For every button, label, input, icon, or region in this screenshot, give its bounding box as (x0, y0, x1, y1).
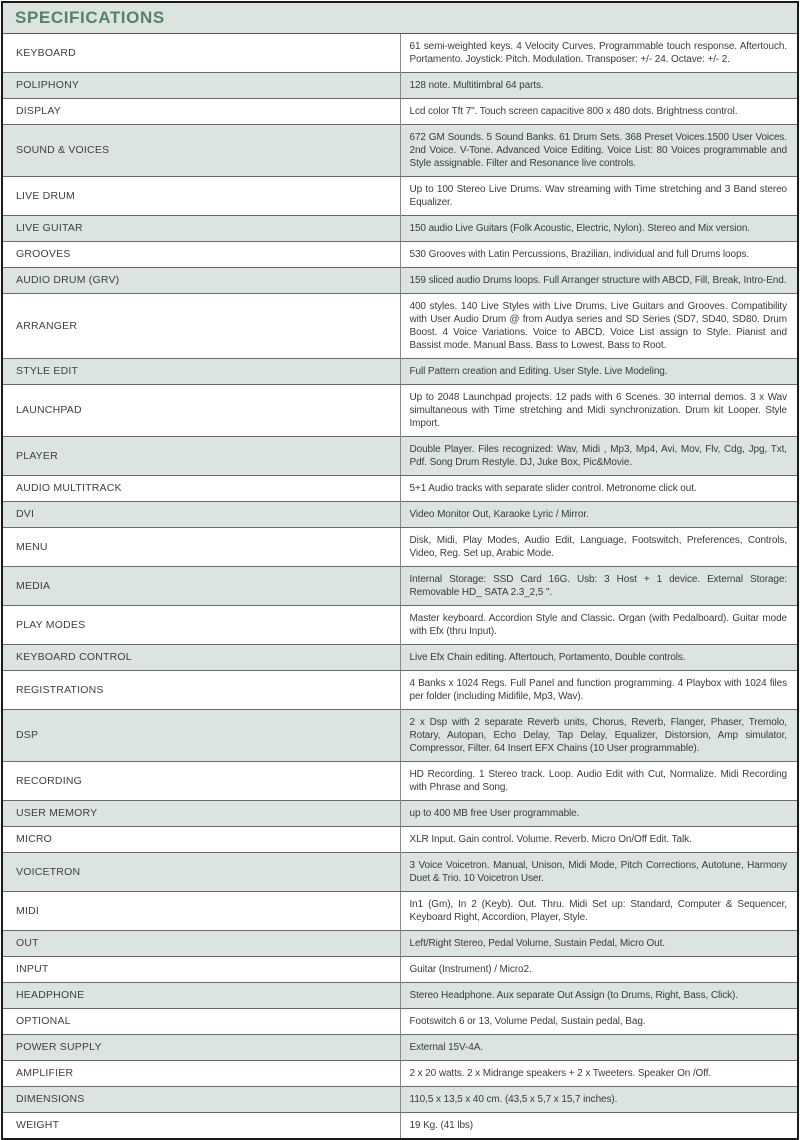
table-row (2, 268, 798, 294)
spec-label: LAUNCHPAD (2, 385, 400, 437)
table-row (2, 567, 798, 606)
table-row (2, 34, 798, 73)
spec-value: 5+1 Audio tracks with separate slider control. Metronome click out. (400, 476, 798, 502)
table-row (2, 502, 798, 528)
spec-label: INPUT (2, 957, 400, 983)
spec-label: AUDIO MULTITRACK (2, 476, 400, 502)
spec-label: DIMENSIONS (2, 1087, 400, 1113)
table-row (2, 762, 798, 801)
table-row (2, 801, 798, 827)
spec-value: Full Pattern creation and Editing. User Style. Live Modeling. (400, 359, 798, 385)
table-row (2, 983, 798, 1009)
spec-label: KEYBOARD CONTROL (2, 645, 400, 671)
table-row (2, 294, 798, 359)
spec-label: MICRO (2, 827, 400, 853)
spec-value: Live Efx Chain editing. Aftertouch, Portamento, Double controls. (400, 645, 798, 671)
table-row (2, 73, 798, 99)
spec-value: Internal Storage: SSD Card 16G. Usb: 3 Host + 1 device. External Storage: Removable HD_ SATA 2.3_2,5 ". (400, 567, 798, 606)
spec-label: PLAYER (2, 437, 400, 476)
table-row (2, 671, 798, 710)
spec-label: USER MEMORY (2, 801, 400, 827)
table-row (2, 359, 798, 385)
spec-value: Guitar (Instrument) / Micro2. (400, 957, 798, 983)
spec-label: LIVE GUITAR (2, 216, 400, 242)
table-row (2, 1009, 798, 1035)
spec-label: ARRANGER (2, 294, 400, 359)
spec-label: DVI (2, 502, 400, 528)
table-row (2, 853, 798, 892)
spec-label: LIVE DRUM (2, 177, 400, 216)
spec-label: KEYBOARD (2, 34, 400, 73)
spec-value: 19 Kg. (41 lbs) (400, 1113, 798, 1140)
spec-value: 4 Banks x 1024 Regs. Full Panel and function programming. 4 Playbox with 1024 files per folder (including Midifile, Mp3, Wav). (400, 671, 798, 710)
spec-label: HEADPHONE (2, 983, 400, 1009)
page-title: SPECIFICATIONS (2, 2, 798, 34)
spec-label: GROOVES (2, 242, 400, 268)
spec-value: 3 Voice Voicetron. Manual, Unison, Midi Mode, Pitch Corrections, Autotune, Harmony Duet & Trio. 10 Voicetron User. (400, 853, 798, 892)
spec-value: HD Recording. 1 Stereo track. Loop. Audio Edit with Cut, Normalize. Midi Recording with Phrase and Song. (400, 762, 798, 801)
spec-value: 2 x 20 watts. 2 x Midrange speakers + 2 x Tweeters. Speaker On /Off. (400, 1061, 798, 1087)
spec-label: MENU (2, 528, 400, 567)
table-row (2, 957, 798, 983)
table-row (2, 437, 798, 476)
table-row (2, 476, 798, 502)
spec-value: 150 audio Live Guitars (Folk Acoustic, Electric, Nylon). Stereo and Mix version. (400, 216, 798, 242)
spec-label: POWER SUPPLY (2, 1035, 400, 1061)
table-row (2, 99, 798, 125)
spec-label: RECORDING (2, 762, 400, 801)
table-row (2, 827, 798, 853)
table-row (2, 931, 798, 957)
spec-label: WEIGHT (2, 1113, 400, 1140)
table-row (2, 216, 798, 242)
spec-value: Lcd color Tft 7". Touch screen capacitive 800 x 480 dots. Brightness control. (400, 99, 798, 125)
spec-value: 159 sliced audio Drums loops. Full Arranger structure with ABCD, Fill, Break, Intro-End. (400, 268, 798, 294)
table-header (2, 2, 798, 34)
spec-label: AUDIO DRUM (GRV) (2, 268, 400, 294)
spec-label: VOICETRON (2, 853, 400, 892)
spec-value: Double Player. Files recognized: Wav, Midi , Mp3, Mp4, Avi, Mov, Flv, Cdg, Jpg, Txt, Pdf. Song Drum Restyle. DJ, Juke Box, Pic&Movie. (400, 437, 798, 476)
spec-label: REGISTRATIONS (2, 671, 400, 710)
spec-value: Footswitch 6 or 13, Volume Pedal, Sustain pedal, Bag. (400, 1009, 798, 1035)
table-row (2, 710, 798, 762)
spec-label: MEDIA (2, 567, 400, 606)
spec-value: XLR Input. Gain control. Volume. Reverb. Micro On/Off Edit. Talk. (400, 827, 798, 853)
spec-value: Disk, Midi, Play Modes, Audio Edit, Language, Footswitch, Preferences, Controls, Video, Reg. Set up, Arabic Mode. (400, 528, 798, 567)
table-row (2, 125, 798, 177)
spec-label: OUT (2, 931, 400, 957)
table-row (2, 177, 798, 216)
table-row (2, 385, 798, 437)
spec-label: POLIPHONY (2, 73, 400, 99)
table-row (2, 1087, 798, 1113)
table-row (2, 1035, 798, 1061)
spec-value: 61 semi-weighted keys. 4 Velocity Curves. Programmable touch response. Aftertouch. Portamento. Joystick: Pitch. Modulation. Transposer: +/- 24. Octave: +/- 2. (400, 34, 798, 73)
spec-label: DISPLAY (2, 99, 400, 125)
spec-label: STYLE EDIT (2, 359, 400, 385)
spec-value: Up to 100 Stereo Live Drums. Wav streaming with Time stretching and 3 Band stereo Equalizer. (400, 177, 798, 216)
spec-value: In1 (Gm), In 2 (Keyb). Out. Thru. Midi Set up: Standard, Computer & Sequencer, Keyboard Right, Accordion, Player, Style. (400, 892, 798, 931)
spec-value: Video Monitor Out, Karaoke Lyric / Mirror. (400, 502, 798, 528)
spec-label: AMPLIFIER (2, 1061, 400, 1087)
spec-value: 400 styles. 140 Live Styles with Live Drums, Live Guitars and Grooves. Compatibility with User Audio Drum @ from Audya series and SD Series (SD7, SD40, SD80. Drum Boost. 4 Voice Variations. Voice to ABCD. Voice List assign to Style. Pianist and Bassist mode. Manual Bass. Bass to Lowest. Bass to Root. (400, 294, 798, 359)
spec-value: 128 note. Multitimbral 64 parts. (400, 73, 798, 99)
table-row (2, 892, 798, 931)
spec-value: 2 x Dsp with 2 separate Reverb units, Chorus, Reverb, Flanger, Phaser, Tremolo, Rotary, Autopan, Echo Delay, Tap Delay, Equalizer, Distorsion, Amp simulator, Compressor, Filter. 64 Insert EFX Chains (10 User programmable). (400, 710, 798, 762)
table-row (2, 645, 798, 671)
table-row (2, 606, 798, 645)
table-row (2, 242, 798, 268)
table-row (2, 528, 798, 567)
spec-value: External 15V-4A. (400, 1035, 798, 1061)
spec-label: DSP (2, 710, 400, 762)
table-body (2, 34, 798, 1140)
spec-value: Left/Right Stereo, Pedal Volume, Sustain Pedal, Micro Out. (400, 931, 798, 957)
spec-label: SOUND & VOICES (2, 125, 400, 177)
spec-value: 530 Grooves with Latin Percussions, Brazilian, individual and full Drums loops. (400, 242, 798, 268)
spec-value: Stereo Headphone. Aux separate Out Assign (to Drums, Right, Bass, Click). (400, 983, 798, 1009)
spec-value: up to 400 MB free User programmable. (400, 801, 798, 827)
specifications-table (1, 1, 799, 1140)
table-row (2, 1061, 798, 1087)
table-row (2, 1113, 798, 1140)
spec-label: PLAY MODES (2, 606, 400, 645)
spec-label: MIDI (2, 892, 400, 931)
spec-value: Up to 2048 Launchpad projects. 12 pads with 6 Scenes. 30 internal demos. 3 x Wav simultaneous with Time stretching and Midi synchronization. Drum kit Looper. Style Import. (400, 385, 798, 437)
spec-value: Master keyboard. Accordion Style and Classic. Organ (with Pedalboard). Guitar mode with Efx (thru Input). (400, 606, 798, 645)
spec-value: 110,5 x 13,5 x 40 cm. (43,5 x 5,7 x 15,7 inches). (400, 1087, 798, 1113)
spec-value: 672 GM Sounds. 5 Sound Banks. 61 Drum Sets. 368 Preset Voices.1500 User Voices. 2nd Voice. V-Tone. Advanced Voice Editing. Voice List: 80 Voices programmable and Style assignable. Filter and Resonance live controls. (400, 125, 798, 177)
spec-label: OPTIONAL (2, 1009, 400, 1035)
